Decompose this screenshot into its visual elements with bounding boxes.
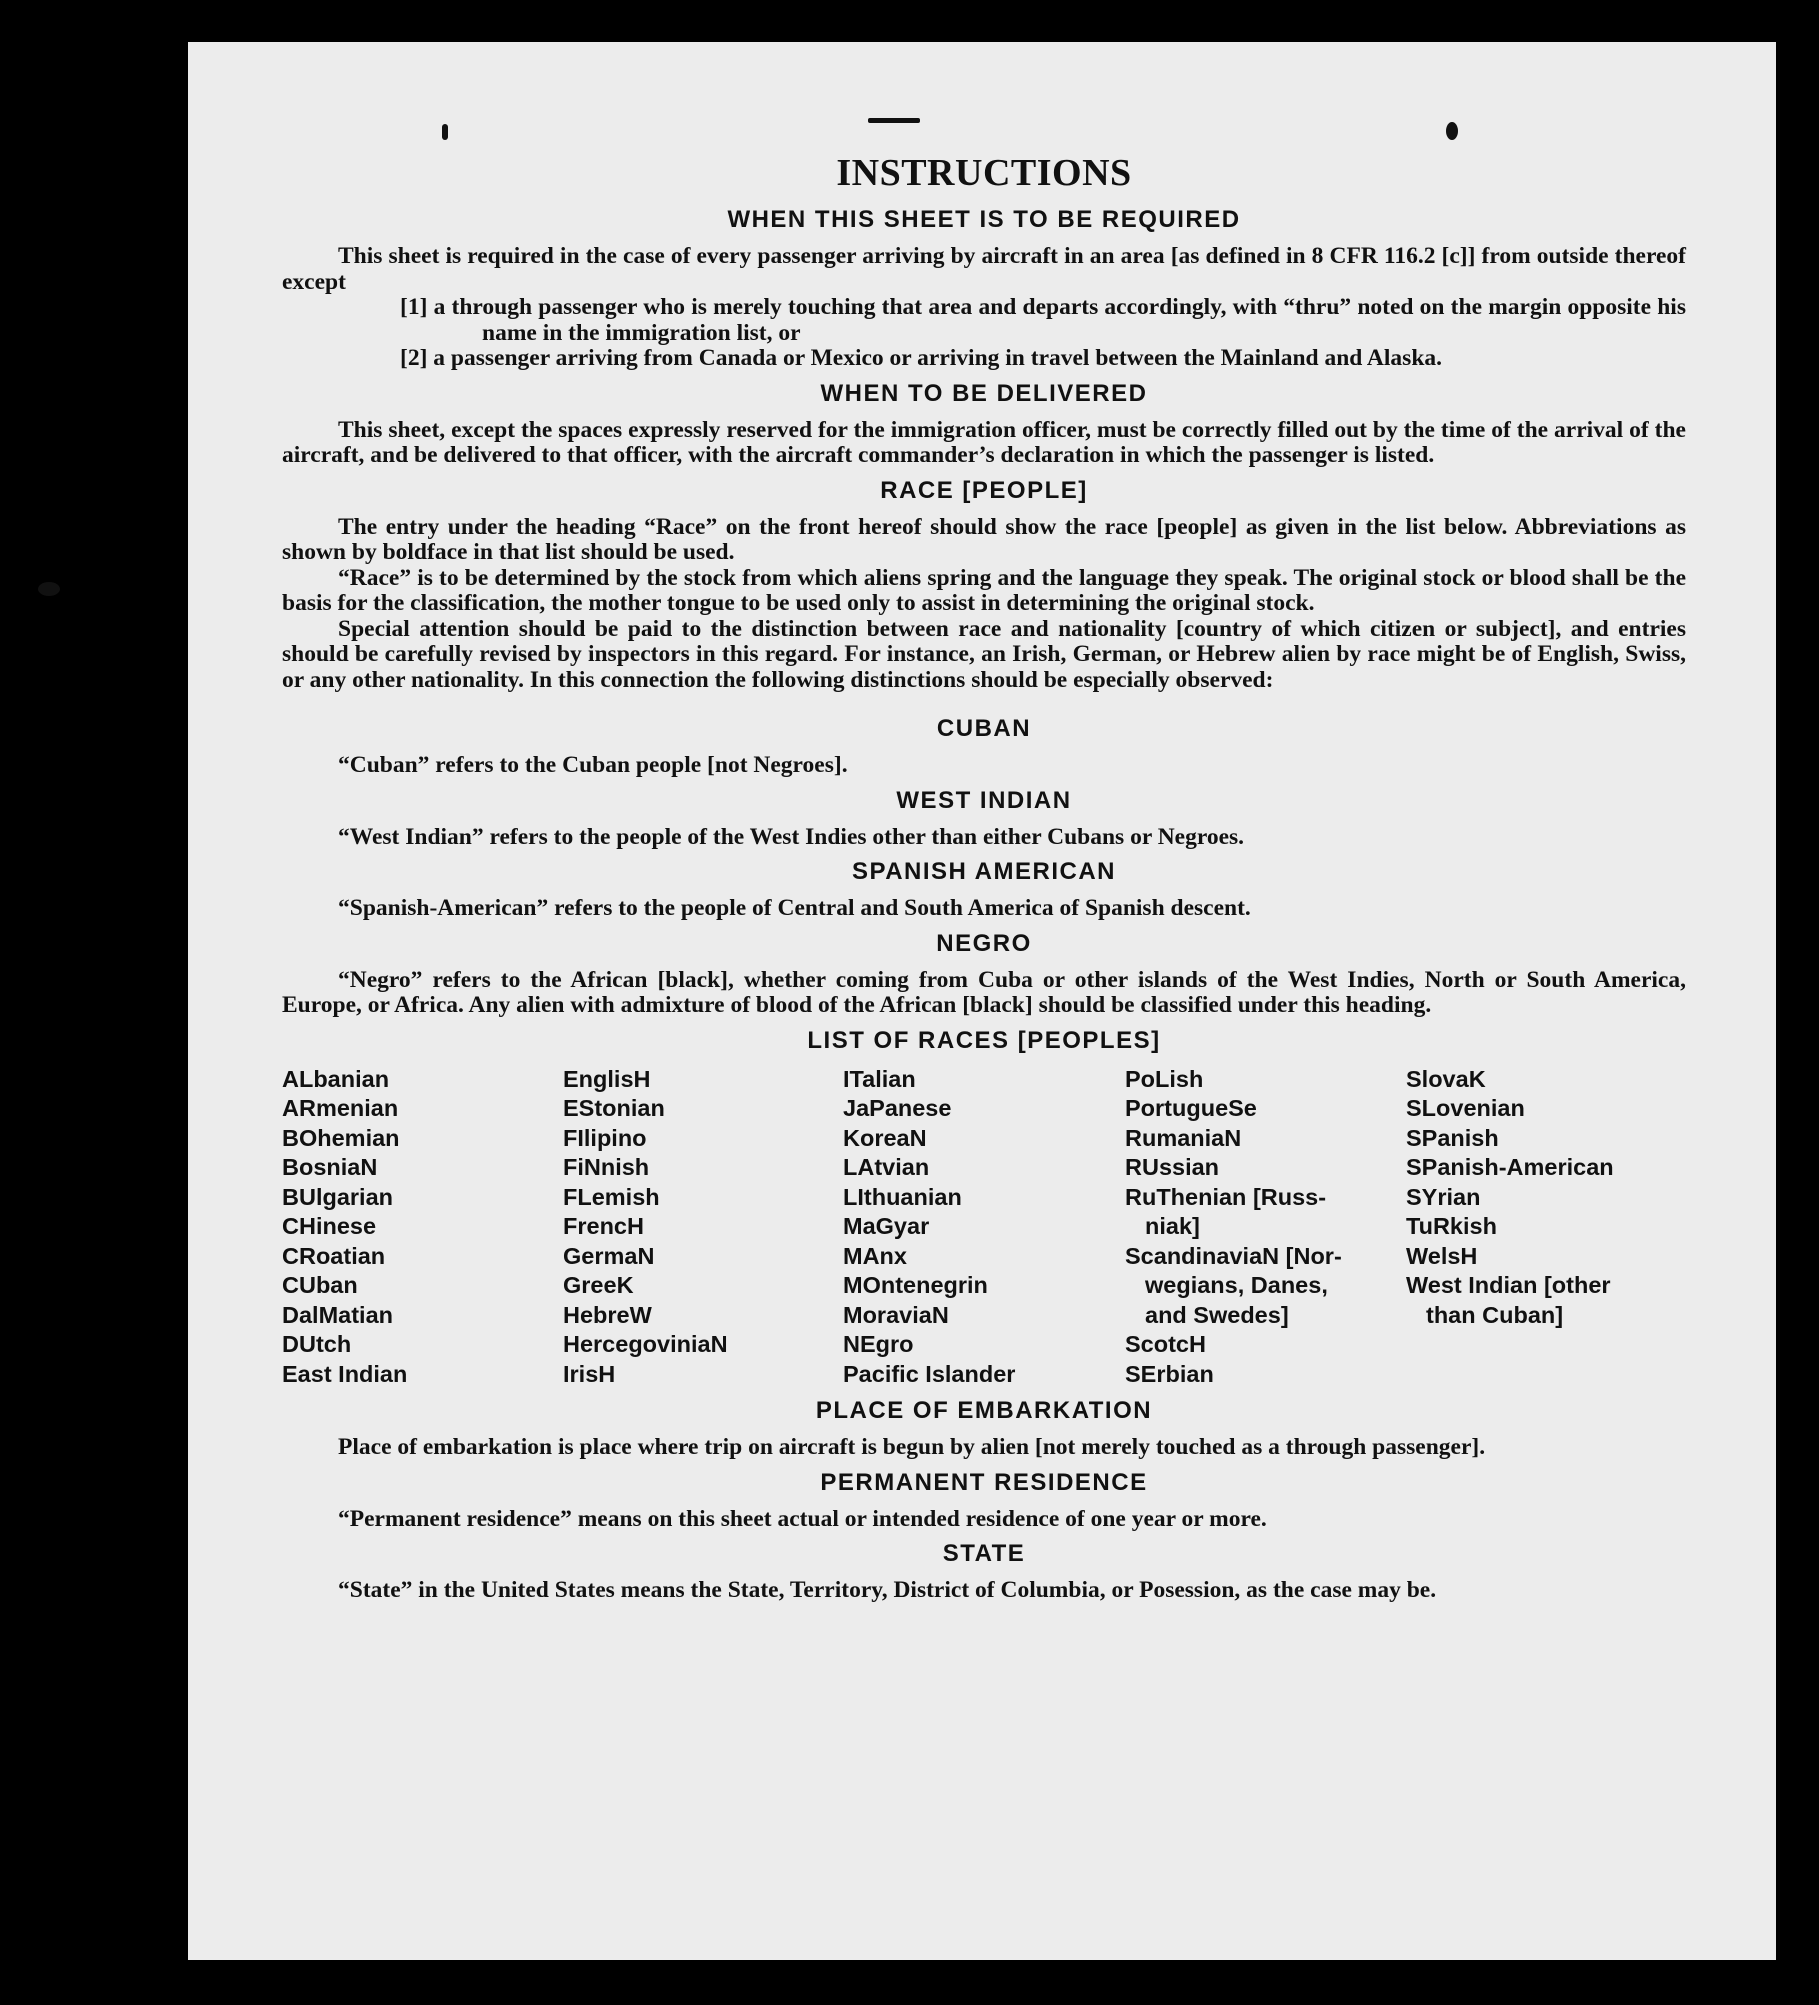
when-required-text: This sheet is required in the case of every passenger arriving by aircraft in an area [as defined in 8 CFR 116.2 [c]] from outside thereof except [282, 243, 1686, 295]
residence-text: “Permanent residence” means on this sheet actual or intended residence of one year or more. [338, 1505, 1267, 1532]
race-item: DUtch [282, 1331, 352, 1357]
race-item: East Indian [282, 1360, 408, 1387]
when-required-item-2: [2] a passenger arriving from Canada or Mexico or arriving in travel between the Mainland and Alaska. [400, 345, 1443, 371]
race-item: FIlipino [563, 1124, 647, 1151]
punch-hole-left [38, 582, 60, 596]
race-item: RumaniaN [1125, 1124, 1242, 1151]
races-column-2 [563, 1065, 843, 1390]
heading-when-required: WHEN THIS SHEET IS TO BE REQUIRED [727, 206, 1241, 233]
race-item: SlovaK [1406, 1065, 1486, 1092]
race-item: BosniaN [282, 1154, 378, 1180]
heading-spanish-american: SPANISH AMERICAN [851, 858, 1116, 885]
race-item-continued: wegians, Danes, [1145, 1272, 1328, 1298]
race-item: MaGyar [843, 1213, 930, 1239]
race-item: CHinese [282, 1213, 377, 1239]
race-item: SErbian [1125, 1360, 1214, 1387]
race-item: CUban [282, 1272, 358, 1298]
race-paragraph-1: The entry under the heading “Race” on the front hereof should show the race [people] as given in the list below. Abbreviations as shown by boldface in that list should be used. [282, 513, 1686, 565]
race-item: RUssian [1125, 1154, 1220, 1180]
speck-mark-right [1446, 122, 1458, 140]
race-item: West Indian [other [1406, 1272, 1611, 1298]
race-item: MAnx [843, 1242, 907, 1269]
heading-permanent-residence: PERMANENT RESIDENCE [820, 1468, 1148, 1496]
race-item: Pacific Islander [843, 1360, 1016, 1387]
race-item: NEgro [843, 1331, 914, 1357]
race-item: ScotcH [1125, 1331, 1206, 1357]
race-item: BOhemian [282, 1124, 400, 1151]
heading-when-delivered: WHEN TO BE DELIVERED [820, 379, 1148, 407]
heading-embarkation: PLACE OF EMBARKATION [815, 1397, 1153, 1424]
race-item: KoreaN [843, 1124, 927, 1151]
instructions-content [282, 150, 1686, 1604]
race-item: PortugueSe [1125, 1095, 1257, 1121]
speck-mark-left [442, 124, 448, 140]
race-item-continued: niak] [1145, 1213, 1200, 1239]
race-paragraph-2: “Race” is to be determined by the stock from which aliens spring and the language they speak. The original stock or blood shall be the basis for the classification, the mother tongue to be used only to assist in determining the original stock. [282, 564, 1686, 616]
race-item: LIthuanian [843, 1183, 962, 1210]
document-page [188, 42, 1776, 1960]
race-item: WelsH [1406, 1242, 1478, 1269]
race-item: DalMatian [282, 1301, 393, 1328]
heading-cuban: CUBAN [936, 715, 1032, 742]
race-item-continued: and Swedes] [1145, 1301, 1289, 1328]
race-item: GreeK [563, 1272, 634, 1298]
race-item: FrencH [563, 1213, 644, 1239]
state-text: “State” in the United States means the State, Territory, District of Columbia, or Posession, as the case may be. [338, 1577, 1437, 1603]
west-indian-text: “West Indian” refers to the people of the West Indies other than either Cubans or Negroes. [338, 823, 1245, 850]
when-delivered-text: This sheet, except the spaces expressly reserved for the immigration officer, must be correctly filled out by the time of the arrival of the aircraft, and be delivered to that officer, with the aircraft commander’s declaration in which the passenger is listed. [282, 416, 1686, 468]
race-item: EnglisH [563, 1065, 651, 1092]
race-item: MOntenegrin [843, 1272, 988, 1298]
race-item: ARmenian [282, 1095, 399, 1121]
negro-text: “Negro” refers to the African [black], whether coming from Cuba or other islands of the West Indies, North or South America, Europe, or Africa. Any alien with admixture of blood of the African [black] should be classified under this heading. [282, 966, 1686, 1018]
cuban-text: “Cuban” refers to the Cuban people [not Negroes]. [338, 752, 848, 778]
race-item: ScandinaviaN [Nor- [1125, 1242, 1342, 1269]
races-column-5 [1406, 1065, 1686, 1390]
race-item: FLemish [563, 1183, 660, 1210]
race-item: ALbanian [282, 1065, 390, 1092]
spanish-american-text: “Spanish-American” refers to the people of Central and South America of Spanish descent. [338, 895, 1251, 921]
race-item: IrisH [563, 1360, 616, 1387]
embarkation-text: Place of embarkation is place where trip on aircraft is begun by alien [not merely touched as a through passenger]. [338, 1434, 1486, 1460]
races-column-4 [1125, 1065, 1406, 1390]
race-item-continued: than Cuban] [1426, 1301, 1564, 1328]
race-item: RuThenian [Russ- [1125, 1183, 1327, 1210]
race-item: LAtvian [843, 1154, 930, 1180]
page-title: INSTRUCTIONS [836, 152, 1132, 194]
race-item: PoLish [1125, 1065, 1204, 1092]
races-list [282, 1065, 1686, 1390]
heading-state: STATE [942, 1540, 1026, 1567]
races-column-3 [843, 1065, 1125, 1390]
races-column-1 [282, 1065, 563, 1390]
when-required-item-1: [1] a through passenger who is merely touching that area and departs accordingly, with “thru” noted on the margin opposite his name in the immigration list, or [400, 294, 1686, 346]
race-item: JaPanese [843, 1095, 952, 1121]
race-item: EStonian [563, 1095, 665, 1121]
race-item: BUlgarian [282, 1183, 393, 1210]
race-item: ITalian [843, 1065, 916, 1092]
heading-race: RACE [PEOPLE] [880, 476, 1088, 504]
race-item: HebreW [563, 1301, 652, 1328]
race-item: SYrian [1406, 1183, 1481, 1210]
speck-mark-top [868, 118, 920, 123]
race-item: MoraviaN [843, 1301, 949, 1328]
race-item: HercegoviniaN [563, 1331, 728, 1357]
race-item: SPanish [1406, 1124, 1499, 1151]
heading-list-of-races: LIST OF RACES [PEOPLES] [807, 1026, 1161, 1054]
race-item: SLovenian [1406, 1095, 1525, 1121]
race-item: GermaN [563, 1242, 655, 1269]
race-item: TuRkish [1406, 1213, 1497, 1239]
race-item: FiNnish [563, 1154, 650, 1180]
race-paragraph-3: Special attention should be paid to the distinction between race and nationality [country of which citizen or subject], and entries should be carefully revised by inspectors in this regard. For instance, an Irish, German, or Hebrew alien by race might be of English, Swiss, or any other nationality. In this connection the following distinctions should be especially observed: [282, 615, 1686, 693]
heading-negro: NEGRO [936, 929, 1032, 957]
race-item: CRoatian [282, 1242, 386, 1269]
heading-west-indian: WEST INDIAN [896, 786, 1072, 814]
race-item: SPanish-American [1406, 1154, 1614, 1180]
